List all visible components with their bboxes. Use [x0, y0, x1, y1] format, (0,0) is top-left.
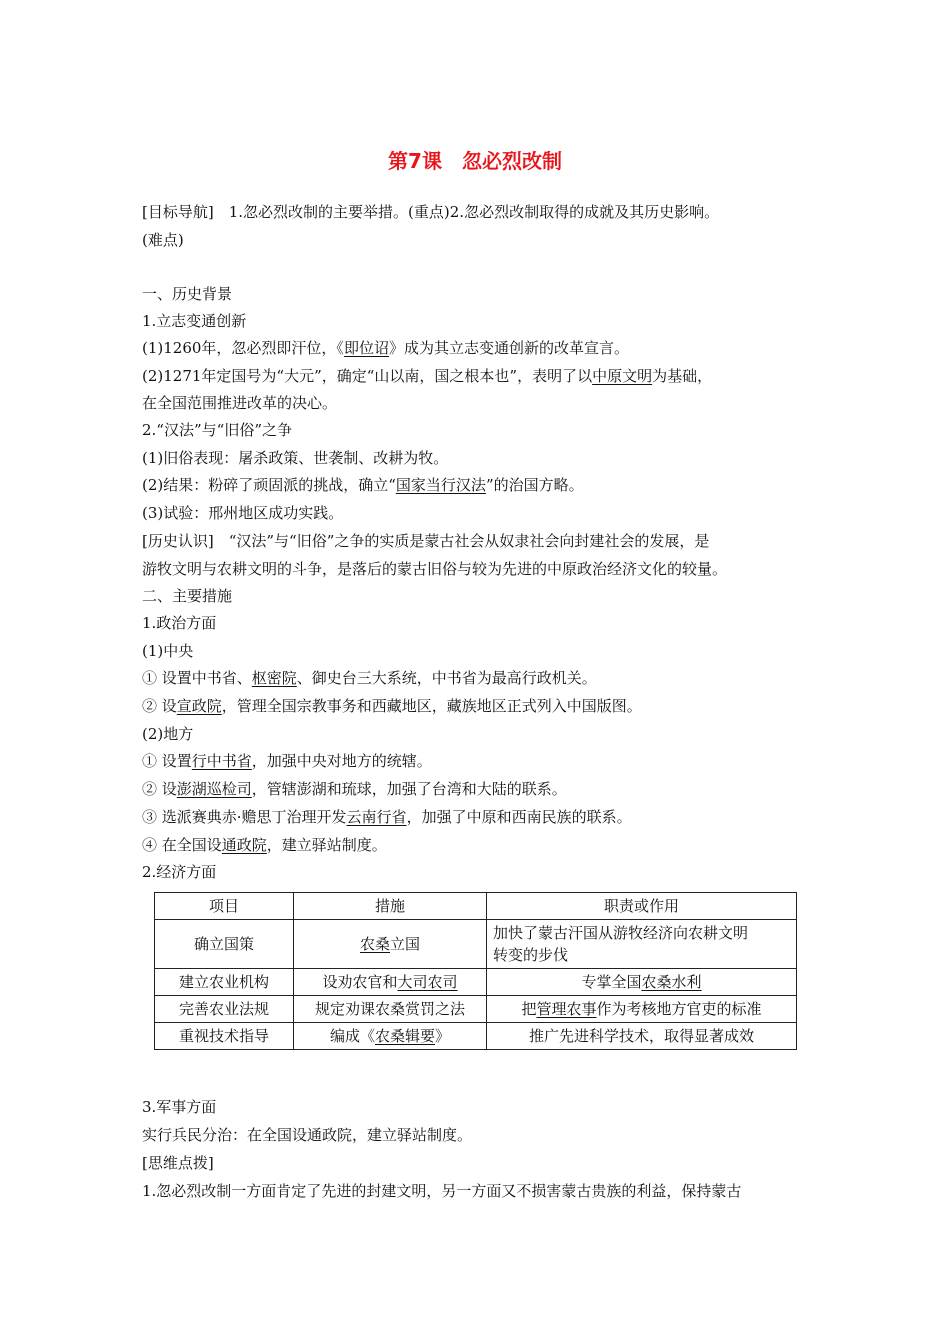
text-span: (2)1271年定国号为“大元”，确定“山以南，国之根本也”，表明了以	[142, 367, 593, 385]
text-span: 设劝农官和	[322, 973, 398, 991]
text-span: ，管辖澎湖和琉球，加强了台湾和大陆的联系。	[251, 780, 567, 798]
table-cell	[294, 1023, 487, 1050]
underlined-term: 中原文明	[592, 367, 653, 385]
text-span: 转变的步伐	[493, 946, 569, 964]
subheading-political: 1.政治方面	[142, 614, 217, 632]
underlined-term: 宣政院	[176, 697, 222, 715]
table-row	[155, 920, 797, 969]
text-span: 加快了蒙古汗国从游牧经济向农耕文明	[493, 924, 749, 942]
table-row	[155, 969, 797, 996]
table-header-cell: 措施	[294, 893, 487, 920]
page-title: 第7课 忽必烈改制	[388, 149, 562, 173]
table-cell	[294, 920, 487, 969]
economic-measures-table	[154, 892, 797, 1050]
underlined-term: 农桑	[359, 935, 390, 953]
underlined-term: 云南行省	[346, 808, 407, 826]
table-cell: 重视技术指导	[155, 1023, 294, 1050]
underlined-term: 国家当行汉法	[395, 476, 486, 494]
text-span: 把	[521, 1000, 537, 1018]
goal-label: [目标导航]	[142, 203, 214, 221]
underlined-term: 通政院	[221, 836, 267, 854]
table-cell: 建立农业机构	[155, 969, 294, 996]
underlined-term: 澎湖巡检司	[176, 780, 252, 798]
tips-item-1: 1.忽必烈改制一方面肯定了先进的封建文明，另一方面又不损害蒙古贵族的利益，保持蒙古	[142, 1182, 742, 1200]
background-item-2	[142, 366, 822, 386]
underlined-term: 管理农事	[536, 1000, 597, 1018]
table-header-row	[155, 893, 797, 920]
subheading-innovation: 1.立志变通创新	[142, 312, 247, 330]
text-span: 、御史台三大系统，中书省为最高行政机关。	[296, 669, 597, 687]
background-item-2-cont: 在全国范围推进改革的决心。	[142, 394, 338, 412]
table-row	[155, 1023, 797, 1050]
table-cell	[487, 969, 797, 996]
local-item-4	[142, 835, 822, 855]
text-span: ② 设	[142, 780, 177, 798]
underlined-term: 枢密院	[251, 669, 297, 687]
underlined-term: 即位诏	[343, 339, 389, 357]
underlined-term: 大司农司	[397, 973, 458, 991]
table-cell: 规定劝课农桑赏罚之法	[294, 996, 487, 1023]
text-span: ”的治国方略。	[485, 476, 584, 494]
local-item-3	[142, 807, 822, 827]
central-heading: (1)中央	[142, 642, 194, 660]
text-span: 专掌全国	[581, 973, 642, 991]
text-span: ④ 在全国设	[142, 836, 222, 854]
text-span: ③ 选派赛典赤·赡思丁治理开发	[142, 808, 347, 826]
central-item-2	[142, 696, 822, 716]
text-span: 编成《	[329, 1027, 375, 1045]
text-span: 》	[435, 1027, 451, 1045]
table-cell	[294, 969, 487, 996]
text-span: (2)结果：粉碎了顽固派的挑战，确立“	[142, 476, 396, 494]
table-cell: 推广先进科学技术，取得显著成效	[487, 1023, 797, 1050]
local-heading: (2)地方	[142, 725, 194, 743]
text-span: ，管理全国宗教事务和西藏地区，藏族地区正式列入中国版图。	[221, 697, 642, 715]
text-span: 作为考核地方官吏的标准	[596, 1000, 762, 1018]
subheading-military: 3.军事方面	[142, 1098, 217, 1116]
goal-text: 1.忽必烈改制的主要举措。(重点)2.忽必烈改制取得的成就及其历史影响。	[228, 203, 720, 221]
text-span: ① 设置	[142, 752, 192, 770]
table-header-cell: 职责或作用	[487, 893, 797, 920]
table-row	[155, 996, 797, 1023]
historical-insight-2: 游牧文明与农耕文明的斗争，是落后的蒙古旧俗与较为先进的中原政治经济文化的较量。	[142, 560, 728, 578]
subheading-dispute: 2.“汉法”与“旧俗”之争	[142, 421, 292, 439]
dispute-item-1: (1)旧俗表现：屠杀政策、世袭制、改耕为牧。	[142, 449, 449, 467]
text-span: ，建立驿站制度。	[266, 836, 387, 854]
table-cell: 完善农业法规	[155, 996, 294, 1023]
table-cell: 确立国策	[155, 920, 294, 969]
text-span: 为基础，	[652, 367, 713, 385]
goal-line-2: (难点)	[142, 231, 184, 249]
underlined-term: 农桑辑要	[374, 1027, 435, 1045]
dispute-item-2	[142, 475, 822, 495]
background-item-1	[142, 338, 822, 358]
underlined-term: 农桑水利	[641, 973, 702, 991]
historical-insight-1: [历史认识] “汉法”与“旧俗”之争的实质是蒙古社会从奴隶社会向封建社会的发展，是	[142, 532, 710, 550]
text-span: ，加强中央对地方的统辖。	[251, 752, 432, 770]
text-span: 》成为其立志变通创新的改革宣言。	[388, 339, 629, 357]
text-span: ② 设	[142, 697, 177, 715]
military-text: 实行兵民分治：在全国设通政院，建立驿站制度。	[142, 1126, 473, 1144]
goal-line-1	[142, 202, 822, 222]
table-cell	[487, 920, 797, 969]
text-span: 立国	[390, 935, 421, 953]
tips-label: [思维点拨]	[142, 1154, 214, 1172]
local-item-1	[142, 751, 822, 771]
section-heading-background: 一、历史背景	[142, 285, 233, 303]
table-cell	[487, 996, 797, 1023]
text-span: ① 设置中书省、	[142, 669, 252, 687]
text-span: ，加强了中原和西南民族的联系。	[406, 808, 632, 826]
central-item-1	[142, 668, 822, 688]
table-header-cell: 项目	[155, 893, 294, 920]
local-item-2	[142, 779, 822, 799]
text-span: (1)1260年，忽必烈即汗位，《	[142, 339, 344, 357]
subheading-economic: 2.经济方面	[142, 863, 217, 881]
underlined-term: 行中书省	[191, 752, 252, 770]
section-heading-measures: 二、主要措施	[142, 587, 233, 605]
dispute-item-3: (3)试验：邢州地区成功实践。	[142, 504, 344, 522]
